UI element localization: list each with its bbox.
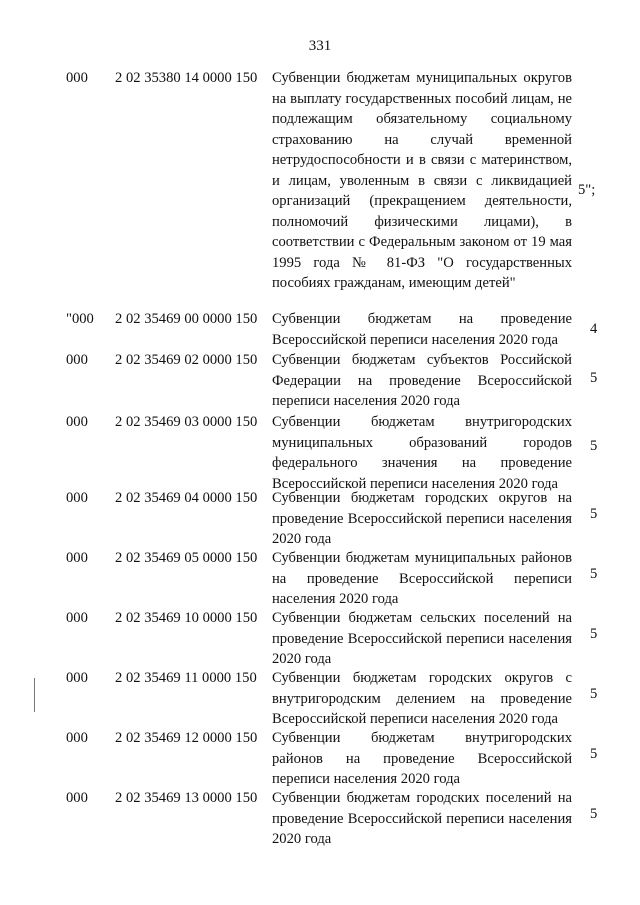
revenue-name: Субвенции бюджетам внутригородских муниципальных образований городов федерального значения на проведение Всероссийской переписи населения 2020 года — [272, 414, 572, 492]
revenue-name: Субвенции бюджетам городских округов на проведение Всероссийской переписи населения 2020 года — [272, 490, 572, 547]
admin-code: 000 — [66, 730, 88, 746]
budget-classification-code: 2 02 35469 04 0000 150 — [115, 490, 258, 506]
scan-margin-mark — [34, 678, 35, 712]
budget-classification-code: 2 02 35469 12 0000 150 — [115, 730, 258, 746]
budget-classification-code: 2 02 35469 11 0000 150 — [115, 670, 257, 686]
revenue-name: Субвенции бюджетам городских округов с внутригородским делением на проведение Всероссийской переписи населения 2020 года — [272, 670, 572, 727]
budget-classification-code: 2 02 35469 05 0000 150 — [115, 550, 258, 566]
admin-code: 000 — [66, 670, 88, 686]
admin-code: 000 — [66, 70, 88, 86]
admin-code: 000 — [66, 610, 88, 626]
admin-code: "000 — [66, 311, 94, 327]
admin-code: 000 — [66, 352, 88, 368]
admin-code: 000 — [66, 490, 88, 506]
norm-value: 5 — [590, 506, 598, 522]
admin-code: 000 — [66, 414, 88, 430]
budget-classification-code: 2 02 35469 10 0000 150 — [115, 610, 258, 626]
budget-classification-code: 2 02 35380 14 0000 150 — [115, 70, 258, 86]
norm-value: 5 — [590, 626, 598, 642]
budget-classification-code: 2 02 35469 00 0000 150 — [115, 311, 258, 327]
norm-value: 5 — [590, 806, 598, 822]
revenue-name: Субвенции бюджетам муниципальных округов на выплату государственных пособий лицам, не подлежащим обязательному социальному страхованию на случай временной нетрудоспособности и в связи с материнством, и лицам, уволенным в связи с ликвидацией организаций (прекращением деятельности, полномочий физическими лицами), в соответствии с Федеральным законом от 19 мая 1995 года № 81-ФЗ "О государственных пособиях гражданам, имеющим детей" — [272, 70, 572, 291]
admin-code: 000 — [66, 550, 88, 566]
norm-value: 5"; — [578, 182, 596, 198]
norm-value: 5 — [590, 566, 598, 582]
revenue-name: Субвенции бюджетам внутригородских районов на проведение Всероссийской переписи населения 2020 года — [272, 730, 572, 787]
norm-value: 5 — [590, 370, 598, 386]
norm-value: 5 — [590, 746, 598, 762]
revenue-name: Субвенции бюджетам на проведение Всероссийской переписи населения 2020 года — [272, 311, 572, 348]
norm-value: 5 — [590, 686, 598, 702]
norm-value: 5 — [590, 438, 598, 454]
revenue-name: Субвенции бюджетам сельских поселений на проведение Всероссийской переписи населения 2020 года — [272, 610, 572, 667]
budget-classification-code: 2 02 35469 02 0000 150 — [115, 352, 258, 368]
admin-code: 000 — [66, 790, 88, 806]
revenue-name: Субвенции бюджетам муниципальных районов на проведение Всероссийской переписи населения 2020 года — [272, 550, 572, 607]
revenue-name: Субвенции бюджетам субъектов Российской Федерации на проведение Всероссийской переписи населения 2020 года — [272, 352, 572, 409]
budget-classification-code: 2 02 35469 13 0000 150 — [115, 790, 258, 806]
revenue-name: Субвенции бюджетам городских поселений на проведение Всероссийской переписи населения 2020 года — [272, 790, 572, 847]
budget-classification-code: 2 02 35469 03 0000 150 — [115, 414, 258, 430]
page-number: 331 — [308, 38, 332, 54]
norm-value: 4 — [590, 321, 598, 337]
